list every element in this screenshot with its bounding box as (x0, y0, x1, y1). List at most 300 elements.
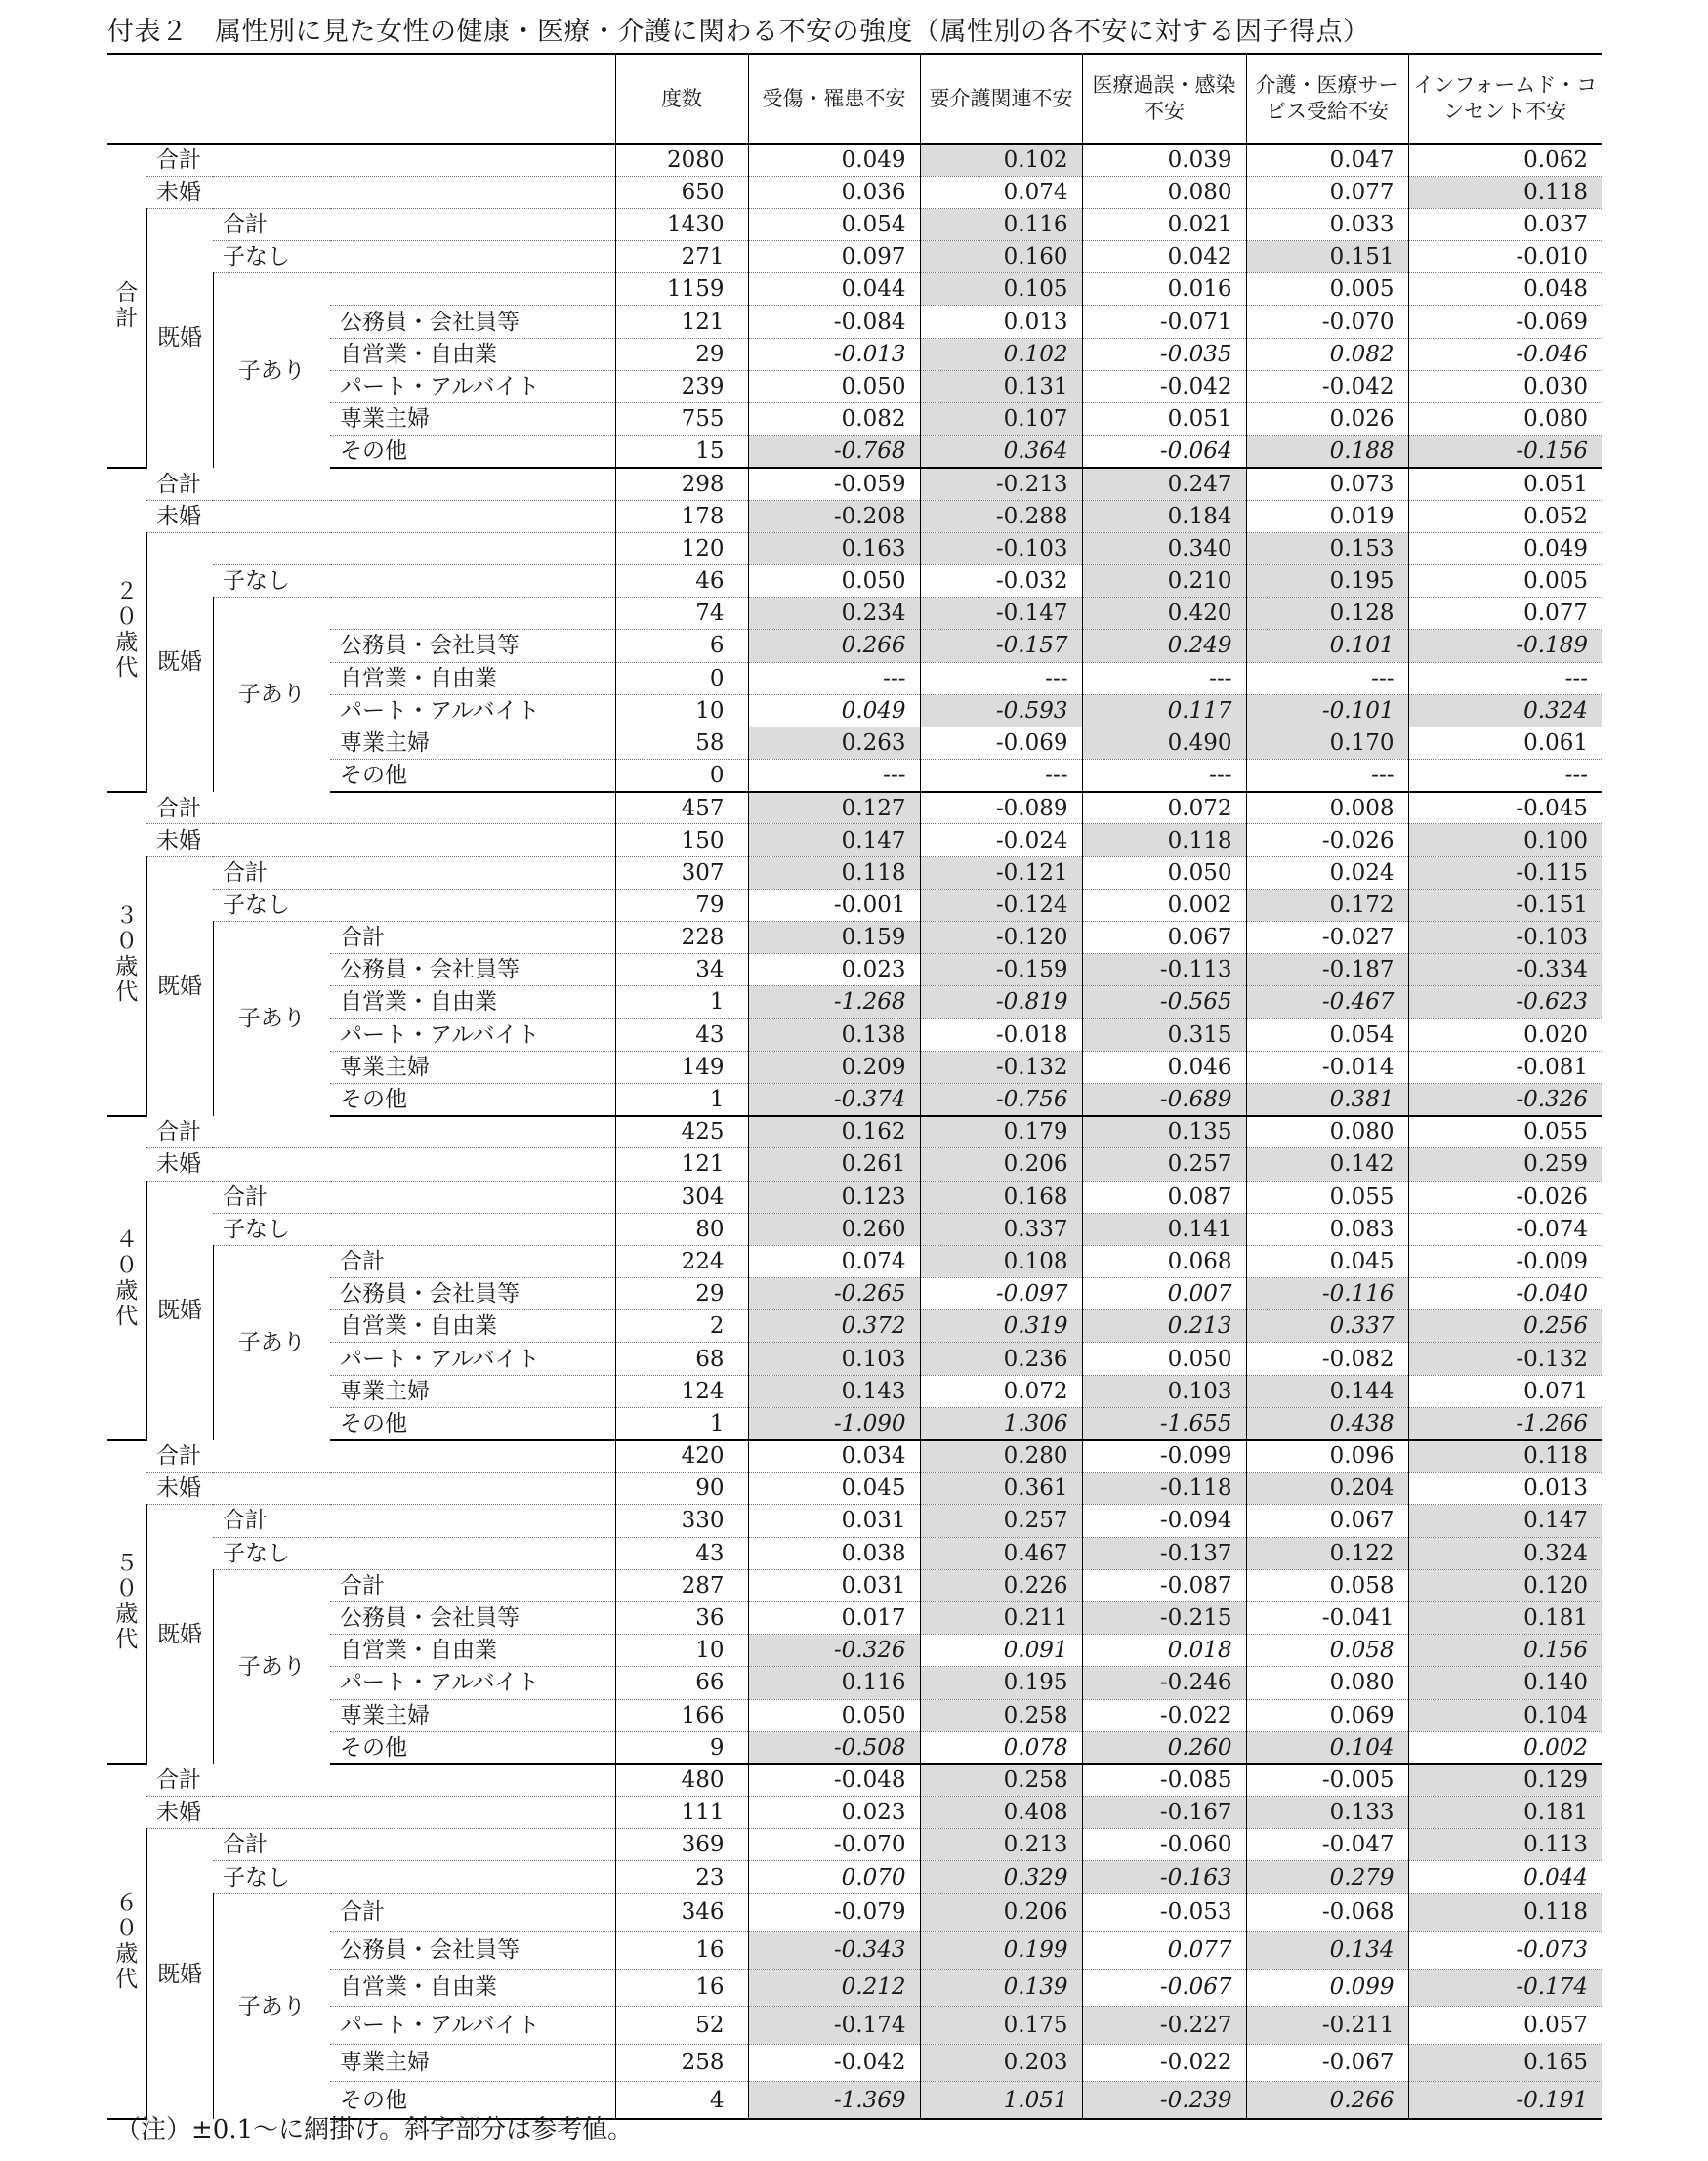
value-cell: 0.420 (1082, 598, 1246, 630)
value-cell: 0.008 (1246, 792, 1408, 824)
table-row (107, 630, 1602, 662)
value-cell: 0.195 (920, 1667, 1082, 1699)
value-cell: 0.120 (1408, 1569, 1602, 1601)
value-cell: 0.019 (1246, 500, 1408, 532)
row-label-part: パート・アルバイト (330, 1667, 615, 1699)
count-cell: 58 (615, 727, 748, 759)
value-cell: 0.049 (748, 694, 920, 727)
value-cell: -0.508 (748, 1731, 920, 1764)
value-cell: 0.258 (920, 1699, 1082, 1731)
value-cell: -0.014 (1246, 1051, 1408, 1083)
value-cell: 0.045 (748, 1473, 920, 1505)
row-label-married: 既婚 (146, 856, 213, 1116)
value-cell: 0.077 (1246, 176, 1408, 208)
value-cell: -0.027 (1246, 922, 1408, 954)
value-cell: 0.073 (1246, 468, 1408, 500)
col-header-malpractice-infection: 医療過誤・感染不安 (1082, 54, 1246, 144)
value-cell: 0.133 (1246, 1797, 1408, 1829)
value-cell: --- (1246, 662, 1408, 694)
count-cell: 1430 (615, 208, 748, 240)
count-cell: 425 (615, 1116, 748, 1148)
value-cell: -0.151 (1408, 889, 1602, 921)
count-cell: 74 (615, 598, 748, 630)
value-cell: 0.078 (920, 1731, 1082, 1764)
value-cell: 0.256 (1408, 1310, 1602, 1343)
value-cell: -0.689 (1082, 1083, 1246, 1115)
value-cell: 0.147 (748, 824, 920, 856)
value-cell: 0.118 (1082, 824, 1246, 856)
row-label-civil: 公務員・会社員等 (330, 630, 615, 662)
value-cell: 0.051 (1408, 468, 1602, 500)
value-cell: 0.021 (1082, 208, 1246, 240)
row-label-civil: 公務員・会社員等 (330, 1278, 615, 1310)
value-cell: 0.070 (748, 1861, 920, 1893)
value-cell: 0.018 (1082, 1635, 1246, 1667)
table-row (107, 727, 1602, 759)
value-cell: 0.212 (748, 1969, 920, 2007)
count-cell: 287 (615, 1569, 748, 1601)
value-cell: 0.002 (1082, 889, 1246, 921)
value-cell: 0.044 (1408, 1861, 1602, 1893)
group-label: ４０歳代 (107, 1116, 146, 1440)
value-cell: -0.022 (1082, 1699, 1246, 1731)
count-cell: 9 (615, 1731, 748, 1764)
table-row (107, 889, 1602, 921)
row-label-married-total: 合計 (213, 1505, 615, 1537)
table-row (107, 1829, 1602, 1861)
count-cell: 46 (615, 564, 748, 597)
count-cell: 90 (615, 1473, 748, 1505)
value-cell: -0.116 (1246, 1278, 1408, 1310)
row-label-unmarried: 未婚 (146, 1797, 615, 1829)
count-cell: 298 (615, 468, 748, 500)
value-cell: 0.050 (748, 370, 920, 402)
table-row (107, 1893, 1602, 1932)
value-cell: 0.324 (1408, 1537, 1602, 1569)
value-cell: -0.189 (1408, 630, 1602, 662)
count-cell: 16 (615, 1969, 748, 2007)
table-row (107, 1473, 1602, 1505)
table-row (107, 1569, 1602, 1601)
value-cell: 0.118 (1408, 1893, 1602, 1932)
value-cell: 0.080 (1408, 403, 1602, 436)
value-cell: 0.096 (1246, 1440, 1408, 1473)
row-label-part: パート・アルバイト (330, 370, 615, 402)
count-cell: 650 (615, 176, 748, 208)
count-cell: 34 (615, 954, 748, 986)
value-cell: 0.101 (1246, 630, 1408, 662)
row-label-no-child: 子なし (213, 241, 615, 273)
value-cell: 0.054 (748, 208, 920, 240)
value-cell: -0.343 (748, 1932, 920, 1970)
value-cell: 0.179 (920, 1116, 1082, 1148)
value-cell: 0.116 (920, 208, 1082, 240)
value-cell: -0.085 (1082, 1764, 1246, 1796)
count-cell: 150 (615, 824, 748, 856)
row-label-self: 自営業・自由業 (330, 662, 615, 694)
value-cell: --- (1246, 760, 1408, 792)
table-row (107, 241, 1602, 273)
row-label-total: 合計 (146, 468, 615, 500)
count-cell: 124 (615, 1375, 748, 1407)
table-row (107, 1083, 1602, 1115)
value-cell: 0.319 (920, 1310, 1082, 1343)
value-cell: 0.050 (1082, 856, 1246, 889)
row-label-unmarried: 未婚 (146, 500, 615, 532)
value-cell: 0.260 (748, 1213, 920, 1245)
value-cell: 0.337 (1246, 1310, 1408, 1343)
value-cell: 0.122 (1246, 1537, 1408, 1569)
table-row (107, 1635, 1602, 1667)
value-cell: 0.315 (1082, 1018, 1246, 1051)
value-cell: 0.002 (1408, 1731, 1602, 1764)
value-cell: --- (1408, 662, 1602, 694)
row-label-married: 既婚 (146, 208, 213, 468)
count-cell: 258 (615, 2044, 748, 2082)
row-label-married: 既婚 (146, 1505, 213, 1765)
value-cell: 0.258 (920, 1764, 1082, 1796)
value-cell: 0.162 (748, 1116, 920, 1148)
row-label-with-child: 子あり (213, 1569, 330, 1764)
value-cell: 0.050 (748, 1699, 920, 1731)
value-cell: 0.047 (1246, 144, 1408, 176)
value-cell: 0.049 (1408, 532, 1602, 564)
row-label-other: その他 (330, 436, 615, 468)
table-row (107, 176, 1602, 208)
value-cell: -0.215 (1082, 1601, 1246, 1634)
table-row (107, 1181, 1602, 1213)
table-row (107, 694, 1602, 727)
table-row (107, 436, 1602, 468)
value-cell: -0.071 (1082, 306, 1246, 338)
value-cell: 0.062 (1408, 144, 1602, 176)
value-cell: 0.068 (1082, 1245, 1246, 1277)
value-cell: -0.010 (1408, 241, 1602, 273)
row-label-unmarried: 未婚 (146, 1148, 615, 1181)
value-cell: 0.080 (1246, 1667, 1408, 1699)
value-cell: 0.206 (920, 1148, 1082, 1181)
group-label: ６０歳代 (107, 1764, 146, 2119)
table-row (107, 1375, 1602, 1407)
value-cell: 0.364 (920, 436, 1082, 468)
value-cell: 0.213 (920, 1829, 1082, 1861)
table-row (107, 403, 1602, 436)
value-cell: -1.369 (748, 2082, 920, 2120)
value-cell: 0.097 (748, 241, 920, 273)
count-cell: 80 (615, 1213, 748, 1245)
value-cell: -0.157 (920, 630, 1082, 662)
value-cell: -0.623 (1408, 986, 1602, 1018)
value-cell: 0.026 (1246, 403, 1408, 436)
count-cell: 10 (615, 1635, 748, 1667)
value-cell: 0.046 (1082, 1051, 1246, 1083)
value-cell: -0.118 (1082, 1473, 1246, 1505)
row-label-part: パート・アルバイト (330, 1343, 615, 1375)
value-cell: 0.236 (920, 1343, 1082, 1375)
value-cell: -0.022 (1082, 2044, 1246, 2082)
value-cell: 0.048 (1408, 273, 1602, 306)
value-cell: -0.059 (748, 468, 920, 500)
header-row (107, 54, 1602, 144)
value-cell: 0.005 (1246, 273, 1408, 306)
count-cell: 304 (615, 1181, 748, 1213)
value-cell: 0.127 (748, 792, 920, 824)
group-label: ３０歳代 (107, 792, 146, 1116)
value-cell: -0.374 (748, 1083, 920, 1115)
value-cell: 0.087 (1082, 1181, 1246, 1213)
value-cell: 0.072 (1082, 792, 1246, 824)
value-cell: 0.260 (1082, 1731, 1246, 1764)
value-cell: -0.069 (1408, 306, 1602, 338)
value-cell: 0.199 (920, 1932, 1082, 1970)
count-cell: 29 (615, 338, 748, 370)
value-cell: 0.147 (1408, 1505, 1602, 1537)
value-cell: 0.135 (1082, 1116, 1246, 1148)
value-cell: -0.005 (1246, 1764, 1408, 1796)
count-cell: 239 (615, 370, 748, 402)
value-cell: --- (748, 662, 920, 694)
row-label-married: 既婚 (146, 532, 213, 792)
value-cell: 0.105 (920, 273, 1082, 306)
value-cell: -0.101 (1246, 694, 1408, 727)
value-cell: 0.490 (1082, 727, 1246, 759)
value-cell: -0.246 (1082, 1667, 1246, 1699)
value-cell: 0.340 (1082, 532, 1246, 564)
value-cell: 0.168 (920, 1181, 1082, 1213)
table-row (107, 1731, 1602, 1764)
value-cell: 0.123 (748, 1181, 920, 1213)
row-label-child-total (330, 598, 615, 630)
value-cell: -0.208 (748, 500, 920, 532)
value-cell: 0.438 (1246, 1407, 1408, 1439)
value-cell: 0.013 (1408, 1473, 1602, 1505)
table-row (107, 1051, 1602, 1083)
row-label-married: 既婚 (146, 1829, 213, 2119)
value-cell: 0.031 (748, 1505, 920, 1537)
value-cell: -0.227 (1082, 2007, 1246, 2045)
value-cell: --- (920, 662, 1082, 694)
row-label-housewife: 専業主婦 (330, 1375, 615, 1407)
count-cell: 755 (615, 403, 748, 436)
table-row (107, 662, 1602, 694)
value-cell: -0.040 (1408, 1278, 1602, 1310)
table-row (107, 760, 1602, 792)
value-cell: 0.206 (920, 1893, 1082, 1932)
col-header-count: 度数 (615, 54, 748, 144)
row-label-married: 既婚 (146, 1181, 213, 1440)
value-cell: 0.034 (748, 1440, 920, 1473)
table-row (107, 306, 1602, 338)
value-cell: -0.070 (748, 1829, 920, 1861)
count-cell: 480 (615, 1764, 748, 1796)
value-cell: 0.074 (920, 176, 1082, 208)
value-cell: -0.191 (1408, 2082, 1602, 2120)
col-header-care-service: 介護・医療サービス受給不安 (1246, 54, 1408, 144)
table-row (107, 824, 1602, 856)
value-cell: 0.153 (1246, 532, 1408, 564)
value-cell: -0.121 (920, 856, 1082, 889)
value-cell: -0.565 (1082, 986, 1246, 1018)
row-label-self: 自営業・自由業 (330, 338, 615, 370)
row-label-child-total (330, 273, 615, 306)
value-cell: -0.041 (1246, 1601, 1408, 1634)
value-cell: 0.128 (1246, 598, 1408, 630)
value-cell: 0.051 (1082, 403, 1246, 436)
value-cell: 0.188 (1246, 436, 1408, 468)
value-cell: 0.080 (1082, 176, 1246, 208)
value-cell: 0.280 (920, 1440, 1082, 1473)
value-cell: -0.768 (748, 436, 920, 468)
table-row (107, 1407, 1602, 1439)
value-cell: 0.170 (1246, 727, 1408, 759)
row-label-child-total: 合計 (330, 1569, 615, 1601)
value-cell: -0.137 (1082, 1537, 1246, 1569)
value-cell: 0.175 (920, 2007, 1082, 2045)
row-label-with-child: 子あり (213, 273, 330, 468)
count-cell: 330 (615, 1505, 748, 1537)
value-cell: 0.103 (748, 1343, 920, 1375)
value-cell: -0.288 (920, 500, 1082, 532)
value-cell: -0.115 (1408, 856, 1602, 889)
value-cell: 0.100 (1408, 824, 1602, 856)
row-label-married-total: 合計 (213, 1829, 615, 1861)
value-cell: --- (920, 760, 1082, 792)
table-row (107, 1440, 1602, 1473)
row-label-part: パート・アルバイト (330, 694, 615, 727)
table-title: 付表２ 属性別に見た女性の健康・医療・介護に関わる不安の強度（属性別の各不安に対する因子得点） (107, 17, 1370, 47)
count-cell: 178 (615, 500, 748, 532)
value-cell: -0.024 (920, 824, 1082, 856)
value-cell: 0.024 (1246, 856, 1408, 889)
value-cell: -0.045 (1408, 792, 1602, 824)
table-row (107, 338, 1602, 370)
row-label-civil: 公務員・会社員等 (330, 306, 615, 338)
count-cell: 149 (615, 1051, 748, 1083)
value-cell: 0.104 (1408, 1699, 1602, 1731)
count-cell: 6 (615, 630, 748, 662)
value-cell: -0.018 (920, 1018, 1082, 1051)
table-row (107, 1932, 1602, 1970)
value-cell: 0.080 (1246, 1116, 1408, 1148)
table-row (107, 792, 1602, 824)
value-cell: -0.593 (920, 694, 1082, 727)
table-row (107, 922, 1602, 954)
value-cell: 0.107 (920, 403, 1082, 436)
table-row (107, 144, 1602, 176)
table-row (107, 208, 1602, 240)
value-cell: --- (748, 760, 920, 792)
value-cell: 0.261 (748, 1148, 920, 1181)
table-row (107, 986, 1602, 1018)
value-cell: -0.042 (1082, 370, 1246, 402)
table-row (107, 2044, 1602, 2082)
table-row (107, 598, 1602, 630)
row-label-with-child: 子あり (213, 1893, 330, 2119)
row-label-married-total: 合計 (213, 856, 615, 889)
value-cell: -0.097 (920, 1278, 1082, 1310)
count-cell: 23 (615, 1861, 748, 1893)
value-cell: -0.067 (1082, 1969, 1246, 2007)
count-cell: 224 (615, 1245, 748, 1277)
value-cell: 0.249 (1082, 630, 1246, 662)
value-cell: -0.147 (920, 598, 1082, 630)
value-cell: 1.051 (920, 2082, 1082, 2120)
count-cell: 307 (615, 856, 748, 889)
value-cell: -0.163 (1082, 1861, 1246, 1893)
row-label-civil: 公務員・会社員等 (330, 1601, 615, 1634)
value-cell: -0.103 (920, 532, 1082, 564)
row-label-with-child: 子あり (213, 598, 330, 792)
count-cell: 346 (615, 1893, 748, 1932)
count-cell: 29 (615, 1278, 748, 1310)
row-label-unmarried: 未婚 (146, 824, 615, 856)
count-cell: 1159 (615, 273, 748, 306)
value-cell: 0.020 (1408, 1018, 1602, 1051)
row-label-total: 合計 (146, 792, 615, 824)
value-cell: -0.009 (1408, 1245, 1602, 1277)
count-cell: 111 (615, 1797, 748, 1829)
value-cell: 0.203 (920, 2044, 1082, 2082)
value-cell: 0.131 (920, 370, 1082, 402)
row-label-self: 自営業・自由業 (330, 1969, 615, 2007)
value-cell: 0.408 (920, 1797, 1082, 1829)
value-cell: -0.167 (1082, 1797, 1246, 1829)
count-cell: 2080 (615, 144, 748, 176)
value-cell: -0.046 (1408, 338, 1602, 370)
value-cell: -0.079 (748, 1893, 920, 1932)
value-cell: 0.257 (1082, 1148, 1246, 1181)
value-cell: 0.247 (1082, 468, 1246, 500)
table-row (107, 1278, 1602, 1310)
value-cell: 0.116 (748, 1667, 920, 1699)
value-cell: -0.067 (1246, 2044, 1408, 2082)
value-cell: -0.026 (1246, 824, 1408, 856)
value-cell: 0.213 (1082, 1310, 1246, 1343)
value-cell: -0.239 (1082, 2082, 1246, 2120)
row-label-part: パート・アルバイト (330, 2007, 615, 2045)
count-cell: 52 (615, 2007, 748, 2045)
count-cell: 16 (615, 1932, 748, 1970)
value-cell: 0.057 (1408, 2007, 1602, 2045)
value-cell: 0.226 (920, 1569, 1082, 1601)
value-cell: 0.016 (1082, 273, 1246, 306)
count-cell: 36 (615, 1601, 748, 1634)
value-cell: 0.077 (1408, 598, 1602, 630)
value-cell: -0.124 (920, 889, 1082, 921)
value-cell: -1.268 (748, 986, 920, 1018)
count-cell: 120 (615, 532, 748, 564)
table-row (107, 564, 1602, 597)
value-cell: -0.326 (748, 1635, 920, 1667)
value-cell: 0.072 (920, 1375, 1082, 1407)
value-cell: 0.067 (1082, 922, 1246, 954)
value-cell: 0.102 (920, 338, 1082, 370)
group-label: 合計 (107, 144, 146, 468)
value-cell: 0.172 (1246, 889, 1408, 921)
count-cell: 15 (615, 436, 748, 468)
table-row (107, 468, 1602, 500)
count-cell: 0 (615, 760, 748, 792)
value-cell: 0.023 (748, 1797, 920, 1829)
value-cell: 0.138 (748, 1018, 920, 1051)
value-cell: 0.099 (1246, 1969, 1408, 2007)
table-row (107, 1505, 1602, 1537)
row-label-other: その他 (330, 760, 615, 792)
value-cell: -1.266 (1408, 1407, 1602, 1439)
value-cell: --- (1408, 760, 1602, 792)
value-cell: 0.113 (1408, 1829, 1602, 1861)
table-row (107, 954, 1602, 986)
